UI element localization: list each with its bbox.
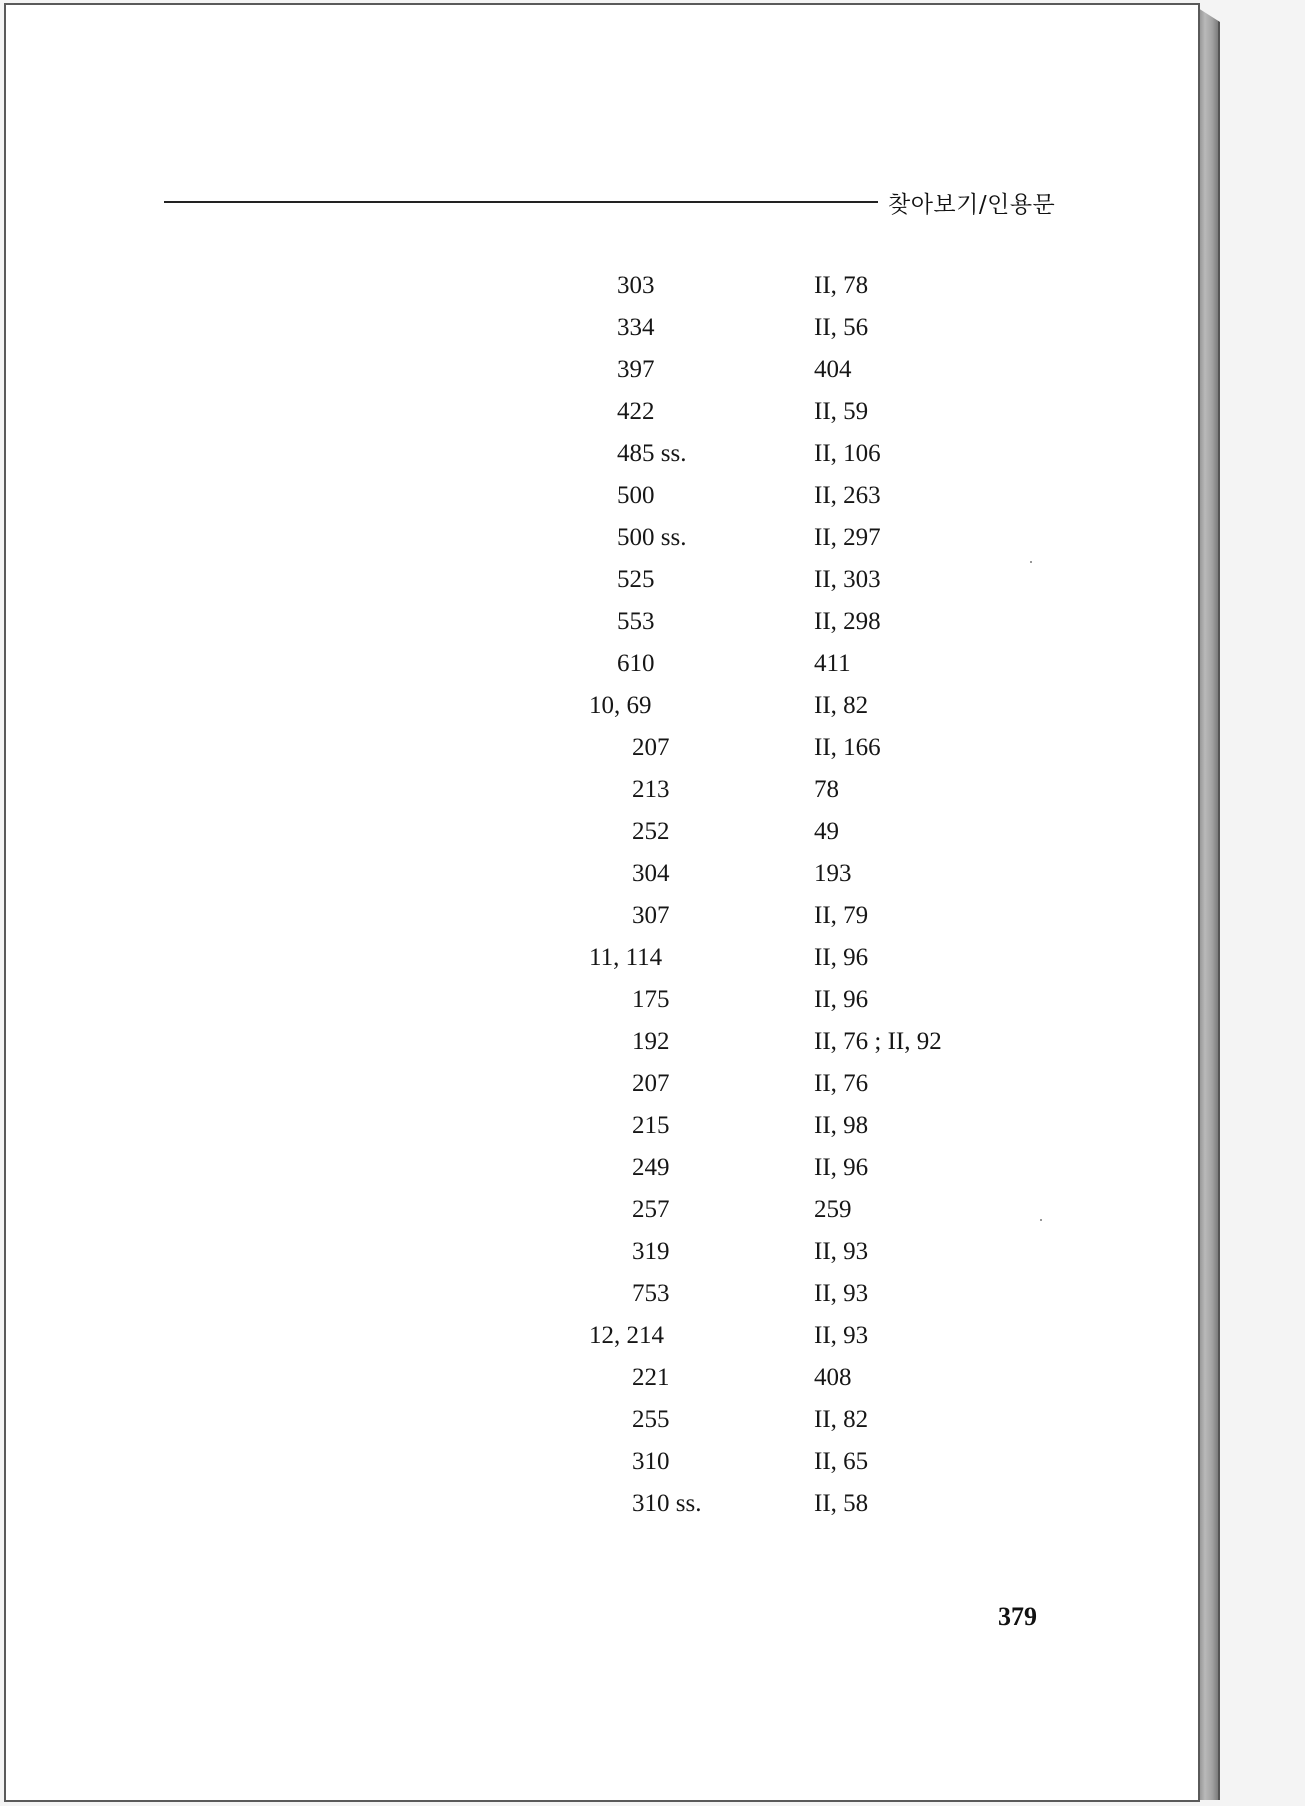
- index-entry-row: [6, 1027, 1202, 1069]
- index-entry-row: [6, 943, 1202, 985]
- index-entry-page: II, 263: [814, 482, 881, 509]
- index-entry-page: II, 96: [814, 944, 869, 971]
- index-entry-list: [6, 271, 1202, 1531]
- index-entry-ref: 215: [632, 1112, 670, 1139]
- index-entry-row: [6, 1363, 1202, 1405]
- index-entry-ref: 252: [632, 818, 670, 845]
- index-entry-ref: 310 ss.: [632, 1490, 702, 1517]
- running-header-title: 찾아보기/인용문: [888, 192, 1056, 218]
- index-entry-ref: 304: [632, 860, 670, 887]
- index-entry-row: [6, 1111, 1202, 1153]
- index-entry-ref: 221: [632, 1364, 670, 1391]
- index-entry-page: II, 58: [814, 1490, 869, 1517]
- index-entry-page: II, 297: [814, 524, 881, 551]
- index-entry-ref: 485 ss.: [617, 440, 687, 467]
- page-number: 379: [998, 1602, 1037, 1631]
- index-entry-row: [6, 1279, 1202, 1321]
- index-entry-row: [6, 1321, 1202, 1363]
- index-entry-page: 408: [814, 1364, 852, 1391]
- index-entry-row: [6, 397, 1202, 439]
- index-entry-row: [6, 313, 1202, 355]
- index-entry-page: II, 79: [814, 902, 869, 929]
- index-entry-ref: 753: [632, 1280, 670, 1307]
- index-entry-ref: 12, 214: [589, 1322, 664, 1349]
- index-entry-page: II, 82: [814, 1406, 869, 1433]
- index-entry-row: [6, 1489, 1202, 1531]
- index-entry-page: 193: [814, 860, 852, 887]
- index-entry-row: [6, 1405, 1202, 1447]
- index-entry-row: [6, 1237, 1202, 1279]
- index-entry-ref: 319: [632, 1238, 670, 1265]
- index-entry-ref: 207: [632, 1070, 670, 1097]
- index-entry-page: II, 59: [814, 398, 869, 425]
- index-entry-page: II, 93: [814, 1280, 869, 1307]
- index-entry-page: II, 78: [814, 272, 869, 299]
- index-entry-row: [6, 607, 1202, 649]
- index-entry-row: [6, 355, 1202, 397]
- index-entry-row: [6, 985, 1202, 1027]
- index-entry-ref: 610: [617, 650, 655, 677]
- index-entry-ref: 207: [632, 734, 670, 761]
- index-entry-page: II, 76: [814, 1070, 869, 1097]
- index-entry-ref: 500 ss.: [617, 524, 687, 551]
- index-entry-page: II, 98: [814, 1112, 869, 1139]
- index-entry-page: II, 82: [814, 692, 869, 719]
- scan-speck: [1040, 1219, 1042, 1221]
- index-entry-ref: 213: [632, 776, 670, 803]
- index-entry-page: 259: [814, 1196, 852, 1223]
- index-entry-page: II, 93: [814, 1322, 869, 1349]
- index-entry-ref: 175: [632, 986, 670, 1013]
- index-entry-page: II, 166: [814, 734, 881, 761]
- index-entry-ref: 10, 69: [589, 692, 652, 719]
- index-entry-row: [6, 1153, 1202, 1195]
- index-entry-page: II, 96: [814, 1154, 869, 1181]
- index-entry-row: [6, 817, 1202, 859]
- index-entry-ref: 255: [632, 1406, 670, 1433]
- index-entry-ref: 422: [617, 398, 655, 425]
- index-entry-row: [6, 523, 1202, 565]
- index-entry-page: II, 96: [814, 986, 869, 1013]
- header-rule: [164, 201, 878, 203]
- document-page: [4, 3, 1200, 1802]
- index-entry-page: II, 56: [814, 314, 869, 341]
- index-entry-page: II, 298: [814, 608, 881, 635]
- index-entry-ref: 249: [632, 1154, 670, 1181]
- index-entry-ref: 257: [632, 1196, 670, 1223]
- index-entry-row: [6, 901, 1202, 943]
- index-entry-row: [6, 1195, 1202, 1237]
- index-entry-ref: 525: [617, 566, 655, 593]
- index-entry-page: 411: [814, 650, 851, 677]
- index-entry-ref: 307: [632, 902, 670, 929]
- index-entry-ref: 397: [617, 356, 655, 383]
- index-entry-row: [6, 649, 1202, 691]
- index-entry-page: II, 93: [814, 1238, 869, 1265]
- index-entry-ref: 310: [632, 1448, 670, 1475]
- index-entry-row: [6, 1447, 1202, 1489]
- index-entry-page: II, 106: [814, 440, 881, 467]
- index-entry-page: 404: [814, 356, 852, 383]
- index-entry-row: [6, 1069, 1202, 1111]
- index-entry-ref: 500: [617, 482, 655, 509]
- index-entry-row: [6, 271, 1202, 313]
- index-entry-page: 49: [814, 818, 839, 845]
- scan-speck: [1030, 561, 1032, 563]
- index-entry-ref: 11, 114: [589, 944, 663, 971]
- index-entry-ref: 334: [617, 314, 655, 341]
- index-entry-ref: 553: [617, 608, 655, 635]
- index-entry-page: II, 76 ; II, 92: [814, 1028, 942, 1055]
- index-entry-page: II, 65: [814, 1448, 869, 1475]
- index-entry-row: [6, 565, 1202, 607]
- index-entry-row: [6, 859, 1202, 901]
- index-entry-row: [6, 775, 1202, 817]
- index-entry-page: 78: [814, 776, 839, 803]
- index-entry-ref: 303: [617, 272, 655, 299]
- index-entry-row: [6, 439, 1202, 481]
- index-entry-row: [6, 481, 1202, 523]
- index-entry-row: [6, 733, 1202, 775]
- index-entry-ref: 192: [632, 1028, 670, 1055]
- index-entry-page: II, 303: [814, 566, 881, 593]
- index-entry-row: [6, 691, 1202, 733]
